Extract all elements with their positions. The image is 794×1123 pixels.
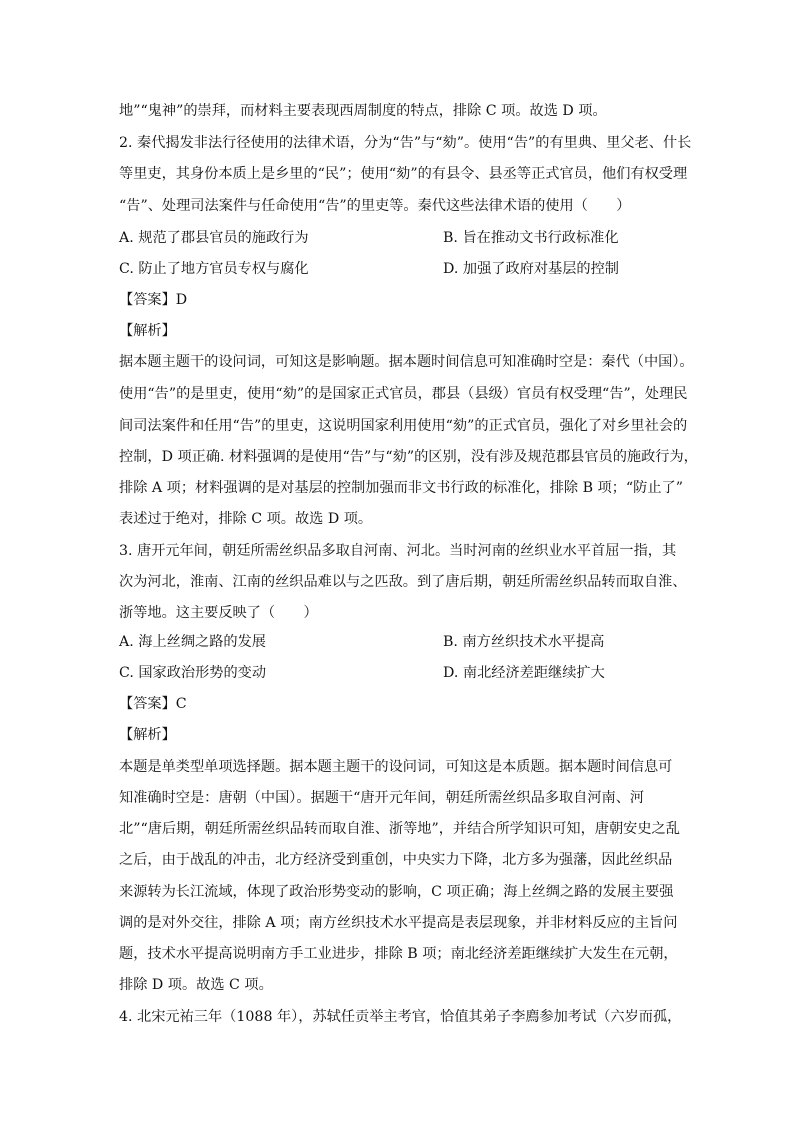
q3-analysis-line: 排除 D 项。故选 C 项。 bbox=[119, 977, 273, 993]
q2-option-b: B. 旨在推动文书行政标准化 bbox=[443, 230, 619, 246]
q2-answer: 【答案】D bbox=[119, 292, 188, 308]
q3-analysis-line: 题，技术水平提高说明南方手工业进步，排除 B 项；南北经济差距继续扩大发生在元朝， bbox=[119, 946, 678, 962]
q2-analysis-line: 使用“告”的是里吏，使用“劾”的是国家正式官员，郡县（县级）官员有权受理“告”，处理民 bbox=[119, 386, 688, 402]
q2-stem-line: 等里吏，其身份本质上是乡里的“民”；使用“劾”的有县令、县丞等正式官员，他们有权受理 bbox=[119, 166, 688, 182]
q3-analysis-line: 调的是对外交往，排除 A 项；南方丝织技术水平提高是表层现象，并非材料反应的主旨问 bbox=[119, 915, 678, 931]
q3-stem-line: 浙等地。这主要反映了（ ） bbox=[119, 605, 318, 621]
q3-option-d: D. 南北经济差距继续扩大 bbox=[443, 665, 605, 681]
q2-analysis-line: 表述过于绝对，排除 C 项。故选 D 项。 bbox=[119, 511, 373, 527]
q3-option-b: B. 南方丝织技术水平提高 bbox=[443, 634, 605, 650]
q2-stem-line: 2. 秦代揭发非法行径使用的法律术语，分为“告”与“劾”。使用“告”的有里典、里父老、什长 bbox=[119, 135, 692, 151]
q3-analysis-line: 本题是单类型单项选择题。据本题主题干的设问词，可知这是本质题。据本题时间信息可 bbox=[119, 759, 673, 775]
q2-option-a: A. 规范了郡县官员的施政行为 bbox=[119, 230, 309, 246]
q3-answer: 【答案】C bbox=[119, 696, 187, 712]
q2-option-d: D. 加强了政府对基层的控制 bbox=[443, 261, 619, 277]
q2-stem-line: “告”、处理司法案件与任命使用“告”的里吏等。秦代这些法律术语的使用（ ） bbox=[119, 198, 631, 214]
q3-stem-line: 3. 唐开元年间，朝廷所需丝织品多取自河南、河北。当时河南的丝织业水平首屈一指，其 bbox=[119, 543, 677, 559]
intro-line: 地”“鬼神”的崇拜，而材料主要表现西周制度的特点，排除 C 项。故选 D 项。 bbox=[119, 103, 607, 119]
q4-stem-line: 4. 北宋元祐三年（1088 年），苏轼任贡举主考官，恰值其弟子李廌参加考试（六岁而孤， bbox=[119, 1009, 682, 1025]
q2-analysis-line: 据本题主题干的设问词，可知这是影响题。据本题时间信息可知准确时空是：秦代（中国）。 bbox=[119, 354, 694, 370]
q3-analysis-line: 北”“唐后期，朝廷所需丝织品转而取自淮、浙等地”，并结合所学知识可知，唐朝安史之乱 bbox=[119, 821, 680, 837]
q3-analysis-line: 知准确时空是：唐朝（中国）。据题干“唐开元年间，朝廷所需丝织品多取自河南、河 bbox=[119, 790, 645, 806]
q2-option-c: C. 防止了地方官员专权与腐化 bbox=[119, 261, 309, 277]
q3-option-c: C. 国家政治形势的变动 bbox=[119, 665, 267, 681]
q3-analysis-line: 来源转为长江流域，体现了政治形势变动的影响，C 项正确；海上丝绸之路的发展主要强 bbox=[119, 884, 674, 900]
q2-analysis-line: 控制，D 项正确. 材料强调的是使用“告”与“劾”的区别，没有涉及规范郡县官员的施政行为， bbox=[119, 449, 698, 465]
q2-analysis-label: 【解析】 bbox=[119, 323, 176, 339]
q2-analysis-line: 间司法案件和任用“告”的里吏，这说明国家利用使用“劾”的正式官员，强化了对乡里社会的 bbox=[119, 418, 688, 434]
q3-analysis-line: 之后，由于战乱的冲击，北方经济受到重创，中央实力下降，北方多为强藩，因此丝织品 bbox=[119, 852, 673, 868]
q3-analysis-label: 【解析】 bbox=[119, 727, 176, 743]
q3-option-a: A. 海上丝绸之路的发展 bbox=[119, 634, 266, 650]
q3-stem-line: 次为河北，淮南、江南的丝织品难以与之匹敌。到了唐后期，朝廷所需丝织品转而取自淮、 bbox=[119, 574, 687, 590]
q2-analysis-line: 排除 A 项；材料强调的是对基层的控制加强而非文书行政的标准化，排除 B 项；“防止了” bbox=[119, 480, 683, 496]
